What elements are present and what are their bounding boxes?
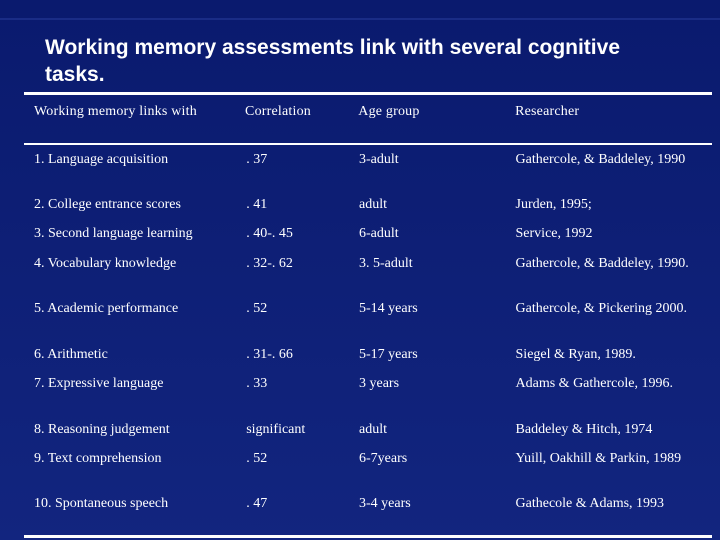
- table-row: [24, 250, 712, 295]
- cell-researcher: Gathercole, & Baddeley, 1990.: [515, 256, 689, 271]
- cell-links-with: 7. Expressive language: [34, 376, 164, 391]
- cell-links-with: 1. Language acquisition: [34, 152, 169, 167]
- header-researcher: Researcher: [515, 104, 580, 119]
- table-row: [24, 445, 712, 490]
- cell-age-group: 6-7years: [359, 451, 408, 466]
- cell-researcher: Gathercole, & Pickering 2000.: [515, 301, 687, 316]
- cell-links-with: 2. College entrance scores: [34, 197, 181, 212]
- table-header: [24, 97, 712, 127]
- cell-age-group: 5-17 years: [359, 347, 418, 362]
- cell-age-group: 3 years: [359, 376, 400, 391]
- header-divider-rule: [24, 143, 712, 145]
- cell-correlation: . 41: [246, 197, 268, 212]
- cell-correlation: . 31-. 66: [246, 347, 293, 362]
- cell-researcher: Service, 1992: [515, 226, 593, 241]
- cell-age-group: adult: [359, 422, 387, 437]
- cell-correlation: . 40-. 45: [246, 226, 293, 241]
- cell-links-with: 10. Spontaneous speech: [34, 496, 169, 511]
- table-row: [24, 295, 712, 341]
- table-row: [24, 341, 712, 370]
- cell-links-with: 5. Academic performance: [34, 301, 179, 316]
- cell-links-with: 9. Text comprehension: [34, 451, 162, 466]
- cell-age-group: 3-4 years: [359, 496, 411, 511]
- slide-title: Working memory assessments link with several cognitive tasks.: [45, 36, 620, 86]
- top-decor-line: [0, 18, 720, 20]
- cell-correlation: . 52: [246, 451, 268, 466]
- cell-correlation: . 47: [246, 496, 268, 511]
- cell-correlation: significant: [246, 422, 306, 437]
- table-bottom-rule: [24, 535, 712, 538]
- table-row: [24, 191, 712, 220]
- cell-researcher: Siegel & Ryan, 1989.: [515, 347, 636, 362]
- cell-links-with: 4. Vocabulary knowledge: [34, 256, 177, 271]
- cell-researcher: Jurden, 1995;: [515, 197, 592, 212]
- cell-correlation: . 33: [246, 376, 268, 391]
- cell-links-with: 6. Arithmetic: [34, 347, 108, 362]
- data-table: [24, 146, 712, 535]
- cell-correlation: . 52: [246, 301, 268, 316]
- cell-age-group: adult: [359, 197, 387, 212]
- cell-researcher: Yuill, Oakhill & Parkin, 1989: [515, 451, 682, 466]
- cell-age-group: 3-adult: [359, 152, 399, 167]
- cell-researcher: Adams & Gathercole, 1996.: [515, 376, 673, 391]
- table-row: [24, 370, 712, 416]
- header-age-group: Age group: [358, 104, 420, 119]
- cell-links-with: 3. Second language learning: [34, 226, 193, 241]
- table-row: [24, 490, 712, 535]
- cell-correlation: . 32-. 62: [246, 256, 293, 271]
- header-links-with: Working memory links with: [34, 104, 197, 119]
- cell-age-group: 5-14 years: [359, 301, 418, 316]
- header-row: [24, 97, 712, 127]
- cell-correlation: . 37: [246, 152, 268, 167]
- table-row: [24, 416, 712, 445]
- table-row: [24, 146, 712, 191]
- cell-age-group: 3. 5-adult: [359, 256, 413, 271]
- cell-links-with: 8. Reasoning judgement: [34, 422, 170, 437]
- cell-researcher: Gathercole, & Baddeley, 1990: [515, 152, 686, 167]
- cell-researcher: Gathecole & Adams, 1993: [515, 496, 665, 511]
- header-correlation: Correlation: [245, 104, 311, 119]
- table-top-rule: [24, 92, 712, 95]
- cell-researcher: Baddeley & Hitch, 1974: [515, 422, 653, 437]
- cell-age-group: 6-adult: [359, 226, 399, 241]
- table-row: [24, 220, 712, 250]
